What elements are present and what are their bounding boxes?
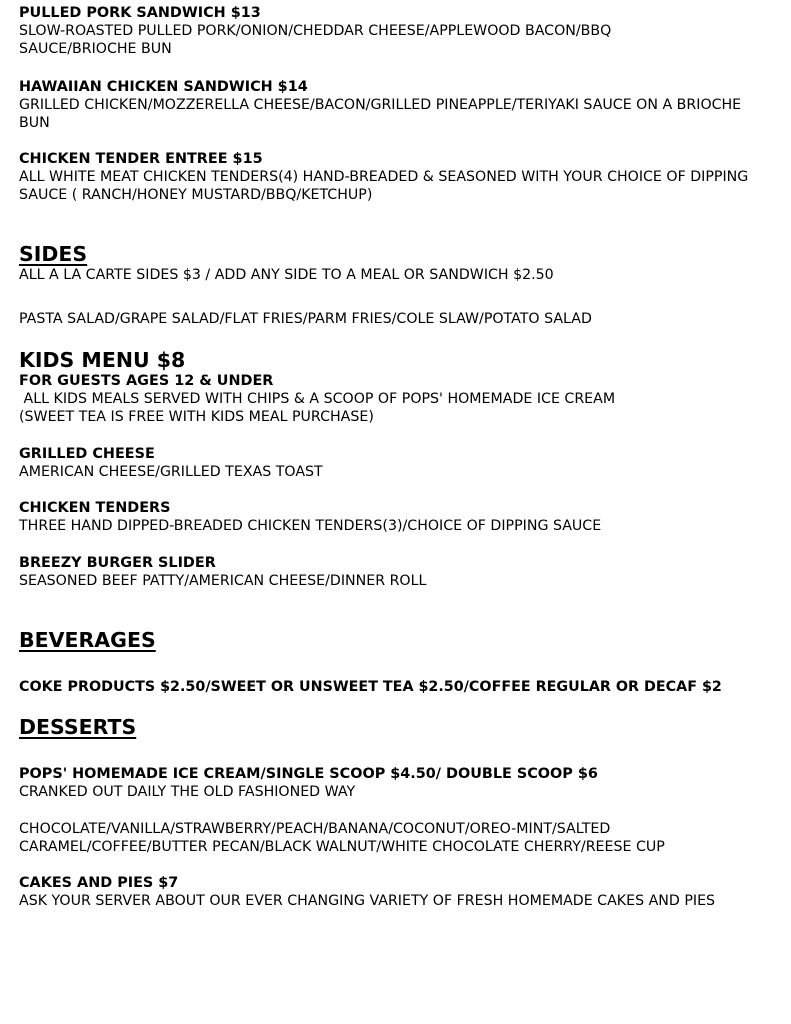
kids-note: ALL KIDS MEALS SERVED WITH CHIPS & A SCOOP OF POPS' HOMEMADE ICE CREAM (19, 391, 616, 407)
item-title: HAWAIIAN CHICKEN SANDWICH $14 (19, 79, 308, 95)
item-title: CHICKEN TENDERS (19, 500, 171, 516)
kids-menu-info (19, 372, 779, 426)
item-title: BREEZY BURGER SLIDER (19, 555, 216, 571)
item-title: POPS' HOMEMADE ICE CREAM/SINGLE SCOOP $4.50/ DOUBLE SCOOP $6 (19, 766, 598, 782)
kids-item-breezy-burger (19, 554, 779, 590)
item-title: CHICKEN TENDER ENTREE $15 (19, 151, 263, 167)
section-heading: KIDS MENU $8 (19, 348, 186, 372)
item-title: CAKES AND PIES $7 (19, 875, 179, 891)
item-description: CRANKED OUT DAILY THE OLD FASHIONED WAY (19, 784, 356, 800)
dessert-item-cakes-pies (19, 874, 779, 910)
flavors-list: CHOCOLATE/VANILLA/STRAWBERRY/PEACH/BANANA/COCONUT/OREO-MINT/SALTED CARAMEL/COFFEE/BUTTER PECAN/BLACK WALNUT/WHITE CHOCOLATE CHERRY/REESE CUP (19, 821, 665, 855)
section-heading: DESSERTS (19, 715, 137, 739)
kids-note: (SWEET TEA IS FREE WITH KIDS MEAL PURCHASE) (19, 409, 374, 425)
kids-item-grilled-cheese (19, 445, 779, 481)
menu-item-pulled-pork (19, 4, 779, 58)
menu-item-chicken-tender-entree (19, 150, 779, 204)
beverages-list (19, 678, 779, 696)
ice-cream-flavors (19, 820, 779, 856)
desserts-section (19, 715, 779, 739)
sides-list-text: PASTA SALAD/GRAPE SALAD/FLAT FRIES/PARM FRIES/COLE SLAW/POTATO SALAD (19, 311, 592, 327)
sides-pricing-text: ALL A LA CARTE SIDES $3 / ADD ANY SIDE TO A MEAL OR SANDWICH $2.50 (19, 267, 554, 283)
item-title: GRILLED CHEESE (19, 446, 155, 462)
item-description: SEASONED BEEF PATTY/AMERICAN CHEESE/DINNER ROLL (19, 573, 427, 589)
item-description: THREE HAND DIPPED-BREADED CHICKEN TENDERS(3)/CHOICE OF DIPPING SAUCE (19, 518, 602, 534)
kids-menu-section (19, 348, 779, 372)
sides-section (19, 242, 779, 266)
beverages-line: COKE PRODUCTS $2.50/SWEET OR UNSWEET TEA $2.50/COFFEE REGULAR OR DECAF $2 (19, 679, 722, 695)
item-description: GRILLED CHICKEN/MOZZERELLA CHEESE/BACON/GRILLED PINEAPPLE/TERIYAKI SAUCE ON A BRIOCHE BUN (19, 97, 742, 131)
item-description: SLOW-ROASTED PULLED PORK/ONION/CHEDDAR CHEESE/APPLEWOOD BACON/BBQ SAUCE/BRIOCHE BUN (19, 23, 612, 57)
item-description: AMERICAN CHEESE/GRILLED TEXAS TOAST (19, 464, 323, 480)
item-description: ASK YOUR SERVER ABOUT OUR EVER CHANGING VARIETY OF FRESH HOMEMADE CAKES AND PIES (19, 893, 716, 909)
sides-pricing (19, 266, 779, 284)
menu-item-hawaiian-chicken (19, 78, 779, 132)
item-title: PULLED PORK SANDWICH $13 (19, 5, 261, 21)
section-heading: BEVERAGES (19, 628, 156, 652)
item-description: ALL WHITE MEAT CHICKEN TENDERS(4) HAND-BREADED & SEASONED WITH YOUR CHOICE OF DIPPING SAUCE ( RANCH/HONEY MUSTARD/BBQ/KETCHUP) (19, 169, 749, 203)
dessert-item-ice-cream (19, 765, 779, 801)
beverages-section (19, 628, 779, 652)
section-heading: SIDES (19, 242, 88, 266)
sides-list (19, 310, 779, 328)
kids-subheading: FOR GUESTS AGES 12 & UNDER (19, 373, 274, 389)
kids-item-chicken-tenders (19, 499, 779, 535)
